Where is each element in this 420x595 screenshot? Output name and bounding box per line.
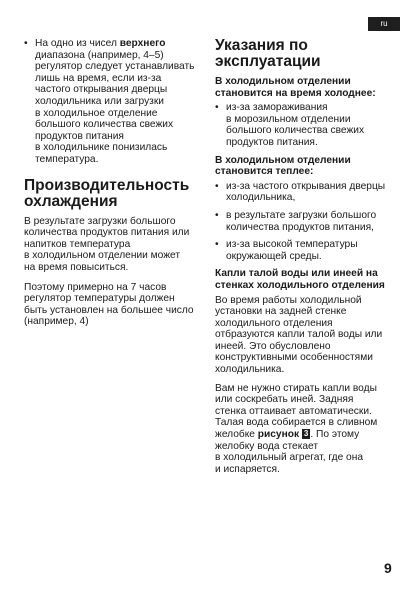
paragraph: Вам не нужно стирать капли воды или соскребать иней. Задняя стенка оттаивает автоматически. Талая вода собирается в сливном желобке рисунок 3 . По этому желобку вода стекает в холодильный агрегат, где она и испаряется. (215, 382, 378, 475)
section-heading-operating-notes: Указания по эксплуатации (215, 37, 321, 70)
section-heading-cooling-capacity: Производительность охлаждения (24, 176, 190, 210)
bullet-icon: • (24, 38, 28, 49)
list-item (215, 102, 398, 148)
bullet-text: На одно из чисел верхнего диапазона (например, 4–5) регулятор следует устанавливать лишь на время, если из-за частого открывания дверцы холодильника или загрузки в холодильное отделение большого количества свежих продуктов питания в холодильнике понизилась температура. (35, 38, 195, 165)
bullet-text: из-за частого открывания дверцы холодильника, (226, 180, 386, 204)
list-item (215, 239, 398, 262)
bullet-icon: • (215, 180, 219, 192)
bullet-icon: • (215, 239, 219, 251)
bullet-text: из-за замораживания в морозильном отделении большого количества свежих продуктов питания. (226, 102, 365, 148)
list-item (24, 38, 204, 166)
left-column (24, 38, 204, 336)
bullet-icon: • (215, 102, 219, 114)
paragraph: Поэтому примерно на 7 часов регулятор температуры должен быть установлен на большее число (например, 4) (24, 281, 194, 328)
figure-reference-badge: 3 (303, 429, 309, 439)
list-item (215, 181, 398, 204)
page-number: 9 (384, 560, 392, 576)
subheading-warmer: В холодильном отделении становится теплее: (215, 154, 351, 178)
bullet-icon: • (215, 209, 219, 221)
bullet-text: в результате загрузки большого количества продуктов питания, (226, 209, 377, 233)
language-tab: ru (368, 17, 400, 31)
paragraph: В результате загрузки большого количества продуктов питания или напитков температура в холодильном отделении может на время повыситься. (24, 215, 190, 273)
right-column (215, 38, 398, 482)
bullet-text: из-за высокой температуры окружающей среды. (226, 239, 358, 262)
list-item (215, 210, 398, 233)
paragraph: Во время работы холодильной установки на задней стенке холодильного отделения отбразуются капли талой воды или инеей. Это обусловлено конструктивными особенностями холодильника. (215, 294, 383, 376)
subheading-colder: В холодильном отделении становится на время холоднее: (215, 76, 376, 99)
subheading-condensation: Капли талой воды или инеей на стенках холодильного отделения (215, 268, 385, 291)
